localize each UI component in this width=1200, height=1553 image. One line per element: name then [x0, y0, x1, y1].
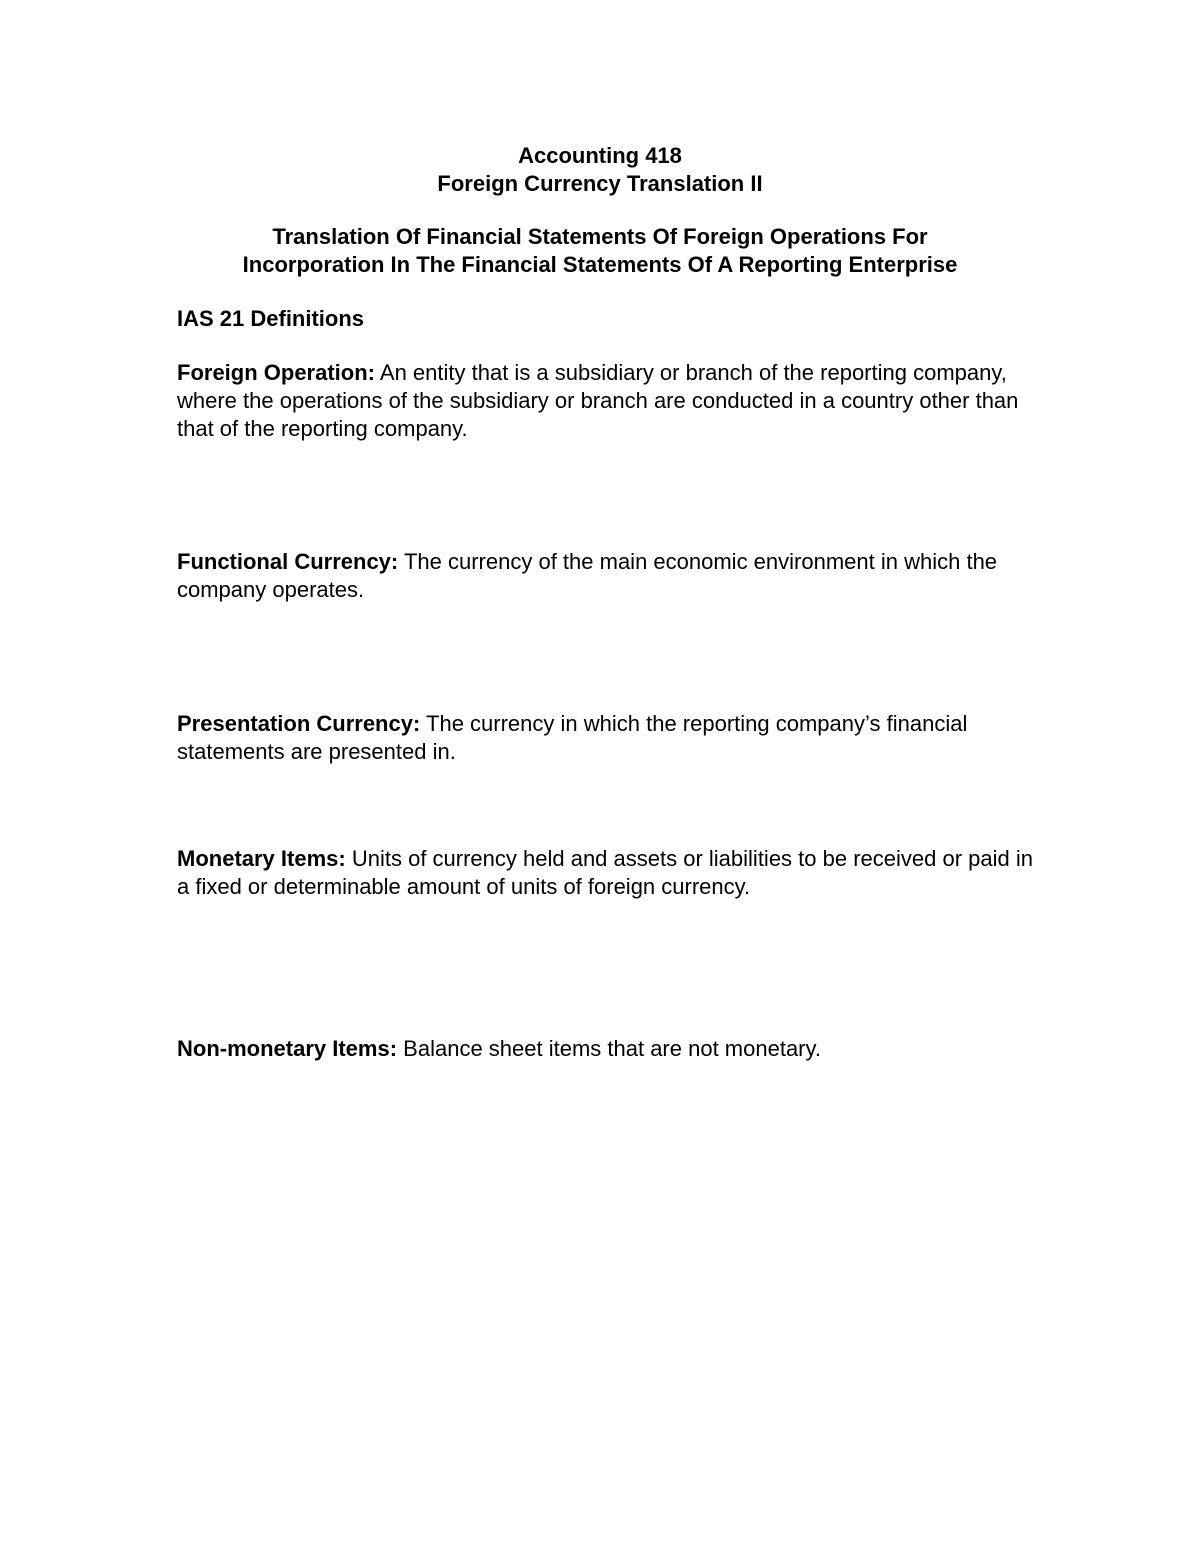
definition-non-monetary-items [177, 1035, 1037, 1063]
definition-text: The currency of the main economic environment in which the company operates. [177, 549, 998, 602]
course-title: Accounting 418 [518, 143, 682, 168]
definition-term: Monetary Items: [177, 846, 346, 871]
section-heading: IAS 21 Definitions [177, 306, 365, 331]
subtitle-line-2: Incorporation In The Financial Statements Of A Reporting Enterprise [242, 252, 958, 277]
topic-title: Foreign Currency Translation II [437, 171, 763, 196]
definition-term: Functional Currency: [177, 549, 399, 574]
definition-term: Non-monetary Items: [177, 1036, 398, 1061]
definition-functional-currency [177, 548, 1037, 604]
definition-foreign-operation [177, 359, 1037, 443]
definition-monetary-items [177, 845, 1037, 901]
definition-term: Foreign Operation: [177, 360, 375, 385]
definition-text: Units of currency held and assets or liabilities to be received or paid in a fixed or determinable amount of units of foreign currency. [177, 846, 1033, 899]
definition-text: An entity that is a subsidiary or branch of the reporting company, where the operations of the subsidiary or branch are conducted in a country other than that of the reporting company. [177, 360, 1019, 441]
subtitle-line-1: Translation Of Financial Statements Of Foreign Operations For [272, 224, 928, 249]
definition-text: Balance sheet items that are not monetary. [403, 1036, 821, 1061]
definition-text: The currency in which the reporting company’s financial statements are presented in. [177, 711, 968, 764]
definition-presentation-currency [177, 710, 1037, 766]
definition-term: Presentation Currency: [177, 711, 421, 736]
